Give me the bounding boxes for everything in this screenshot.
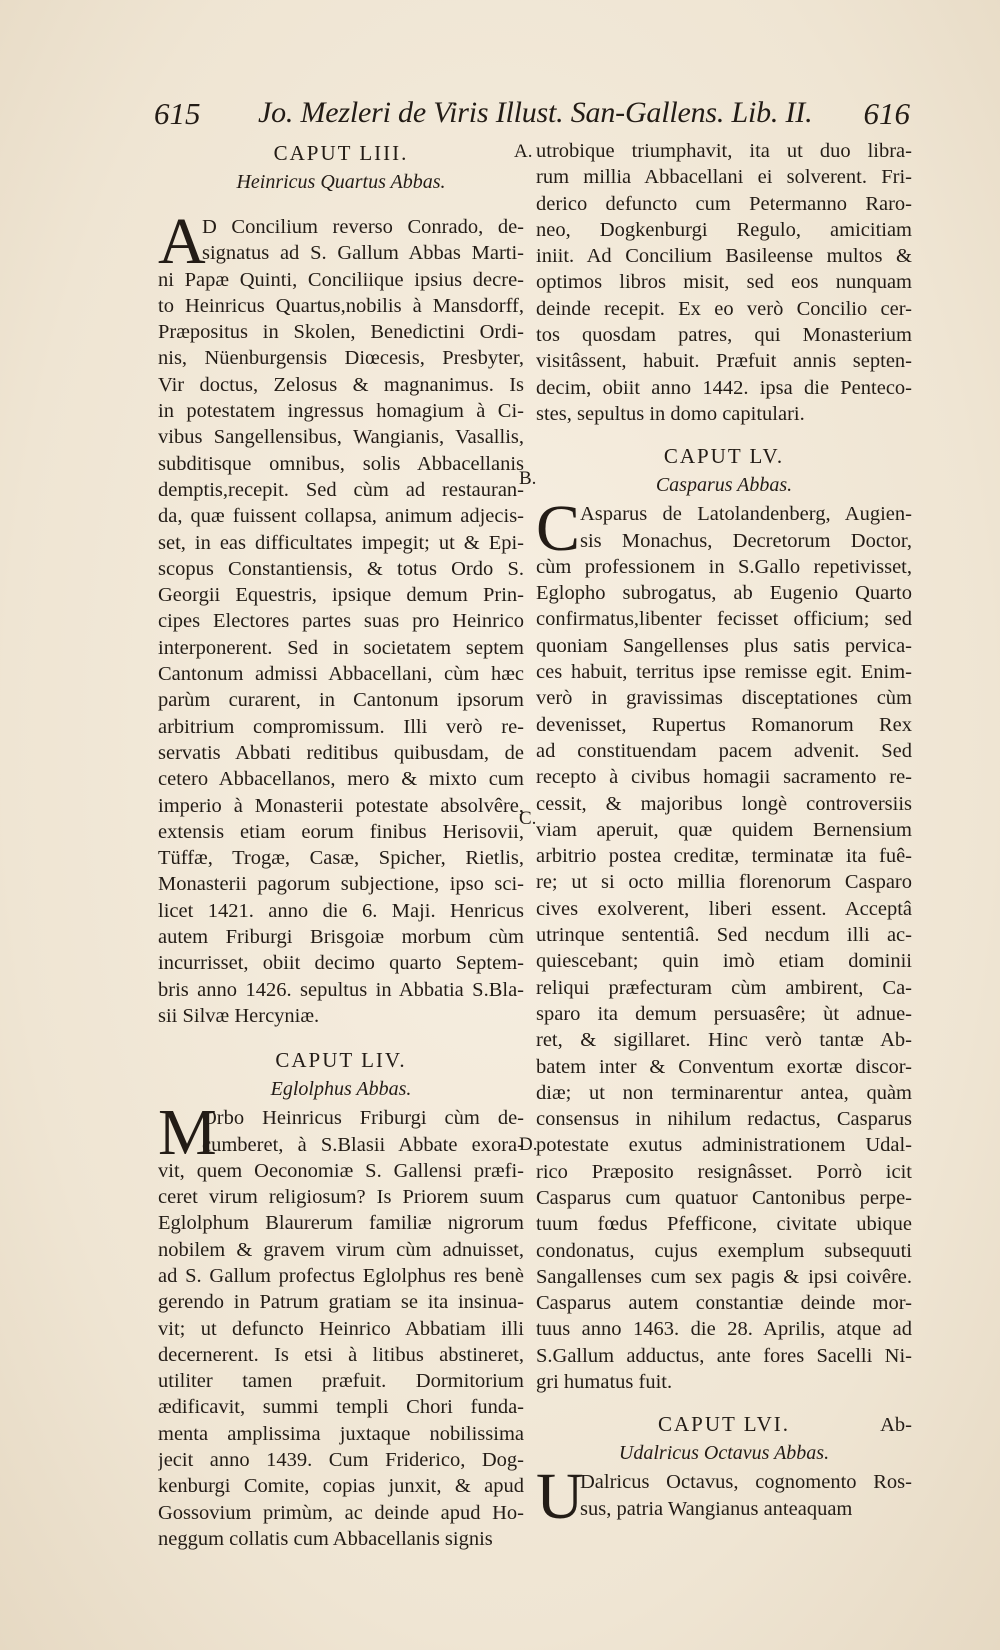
text-line: nobilem & gravem virum cùm adnuisset, [158,1238,524,1261]
text-line: tuus anno 1463. die 28. Aprilis, atque ad [536,1318,912,1341]
text-line: servatis Abbati reditibus quibusdam, de [158,741,524,764]
text-line: interponerent. Sed in societatem septem [158,636,524,659]
text-line: vibus Sangellensibus, Wangianis, Vasallis, [158,426,524,449]
text-line: ceret virum religiosum? Is Priorem suum [158,1186,524,1209]
text-line: demptis,recepit. Sed cùm ad restauran- [158,478,524,501]
text-line: condonatus, cujus exemplum subsequuti [536,1239,912,1262]
text-line: rico Præposito resignâsset. Porrò icit [536,1160,912,1183]
text-line: Tüffæ, Trogæ, Casæ, Spicher, Rietlis, [158,847,524,870]
text-line: visitâssent, habuit. Præfuit annis septen- [536,350,912,373]
text-line: arbitrium compromissum. Illi verò re- [158,715,524,738]
text-line: Casparus autem constantiæ deinde mor- [536,1292,912,1315]
chapter-54-body [158,1096,524,1552]
text-line: ædificavit, summi templi Chori funda- [158,1396,524,1419]
text-line: viam aperuit, quæ quidem Bernensium [536,818,912,841]
text-line: extensis etiam eorum finibus Herisovii, [158,820,524,843]
text-line: arbitrio postea creditæ, terminatæ ita fuê- [536,845,912,868]
chapter-56-body [536,1460,912,1534]
text-line: quoniam Sangellenses plus satis pervica- [536,634,912,657]
text-line: cùm professionem in S.Gallo repetivisset, [536,555,912,578]
text-line: subditisque omnibus, solis Abbacellanis [158,452,524,475]
right-column [536,138,912,1534]
text-line: Eglolphum Blaurerum familiæ nigrorum [158,1212,524,1235]
text-line: parùm curarent, in Cantonum ipsorum [158,689,524,712]
text-line: vit, quem Oeconomiæ S. Gallensi præfi- [158,1159,524,1182]
text-line: sus, patria Wangianus anteaquam [580,1497,853,1520]
chapter-53-title: CAPUT LIII. [273,141,409,165]
text-line: Orbo Heinricus Friburgi cùm de- [202,1107,524,1130]
text-line: in potestatem ingressus homagium à Ci- [158,400,524,423]
text-line: Eglopho subrogatus, ab Eugenio Quarto [536,582,912,605]
text-line: Casparus cum quatuor Cantonibus perpe- [536,1186,912,1209]
text-line: incurrisset, obiit decimo quarto Septem- [158,952,524,975]
text-line: optimos libros misit, sed eos nunquam [536,271,912,294]
text-line: Asparus de Latolandenberg, Augien- [580,503,912,526]
text-line: reliqui præfecturam cùm ambirent, Ca- [536,976,912,999]
text-line: to Heinricus Quartus,nobilis à Mansdorff, [158,294,524,317]
text-line: quiescebant; quin imò etiam dominii [536,950,912,973]
text-line: ad S. Gallum profectus Eglolphus res benè [158,1264,524,1287]
margin-letter-d: D. [519,1134,538,1155]
running-header [150,96,910,140]
text-line: S.Gallum adductus, ante fores Sacelli Ni- [536,1344,912,1367]
page-number-right: 616 [863,96,910,131]
text-line: devenisset, Rupertus Romanorum Rex [536,713,912,736]
page-number-left: 615 [154,96,201,131]
text-line: vit; ut defuncto Heinrico Abbatiam illi [158,1317,524,1340]
chapter-53-subtitle: Heinricus Quartus Abbas. [236,171,446,193]
text-line: tos quosdam patres, qui Monasterium [536,324,912,347]
text-line: ad constituendam pacem advenit. Sed [536,739,912,762]
text-line: ces habuit, territus ipse remisse egit. Enim- [536,661,912,684]
text-line: rum millia Abbacellani ei solverent. Fri- [536,166,912,189]
chapter-53-body [158,205,524,1029]
text-line: cetero Abbacellanos, mero & mixto cum [158,768,524,791]
text-line: decim, obiit anno 1442. ipsa die Penteco- [536,376,912,399]
chapter-54-title: CAPUT LIV. [275,1048,407,1073]
drop-cap-initial: M [158,1096,217,1170]
text-line: utrobique triumphavit, ita ut duo libra- [536,140,912,162]
text-line: diæ; ut non terminarentur antea, quàm [536,1081,912,1104]
text-line: tuum fœdus Pfefficone, civitate ubique [536,1213,912,1236]
text-line: bris anno 1426. sepultus in Abbatia S.Bla- [158,978,524,1001]
text-line: derico defuncto cum Petermanno Raro- [536,192,912,215]
text-line: decernerent. Is etsi à litibus abstineret, [158,1343,524,1366]
text-line: cessit, & majoribus longè controversiis [536,792,912,815]
drop-cap-initial: A [158,205,206,278]
text-line: jecit anno 1439. Cum Friderico, Dog- [158,1449,524,1472]
catchword: Ab- [880,1414,912,1436]
chapter-56-title: CAPUT LVI. [657,1412,791,1437]
text-line: gerendo in Patrum gratiam se ita insinua- [158,1291,524,1314]
text-line: signatus ad S. Gallum Abbas Marti- [202,242,524,265]
chapter-53-continuation [536,138,912,427]
text-line: ret, & sigillaret. Hinc verò tantæ Ab- [536,1029,912,1052]
text-line: cumberet, à S.Blasii Abbate exora- [202,1133,524,1156]
chapter-54-subtitle: Eglolphus Abbas. [270,1078,412,1101]
text-line: iniit. Ad Concilium Basileense multos & [536,245,912,268]
text-line: autem Friburgi Brisgoiæ morbum cùm [158,926,524,949]
text-line: cipes Electores partes suas pro Heinrico [158,610,524,633]
chapter-55-title: CAPUT LV. [663,444,785,469]
text-line: sii Silvæ Hercyniæ. [158,1004,320,1027]
text-line: menta amplissima juxtaque nobilissima [158,1422,524,1445]
text-line: scopus Constantiensis, & totus Ordo S. [158,557,524,580]
text-line: kenburgi Comite, copias junxit, & apud [158,1475,524,1498]
text-line: Monasterii pagorum subjectione, ipso sci- [158,873,524,896]
text-line: recepto à civibus homagii sacramento re- [536,766,912,789]
chapter-56-subtitle: Udalricus Octavus Abbas. [618,1442,830,1465]
text-line: Vir doctus, Zelosus & magnanimus. Is [158,373,524,396]
margin-letter-a: A. [514,141,533,162]
text-line: Dalricus Octavus, cognomento Ros- [580,1471,912,1494]
text-line: sparo ita demum persuasêre; ùt adnue- [536,1002,912,1025]
chapter-55-body [536,492,912,1395]
text-line: verò in gravissimas disceptationes cùm [536,687,912,710]
text-line: Gossovium primùm, ac deinde apud Ho- [158,1501,524,1524]
margin-letter-c: C. [519,808,537,829]
text-line: gri humatus fuit. [536,1371,673,1394]
text-line: re; ut si octo millia florenorum Casparo [536,871,912,894]
text-line: confirmatus,libenter fecisset officium; sed [536,608,912,631]
text-line: Georgii Equestris, ipsique demum Prin- [158,584,524,607]
running-title: Jo. Mezleri de Viris Illust. San-Gallens. Lib. II. [258,96,813,129]
text-line: Præpositus in Skolen, Benedictini Ordi- [158,321,524,344]
text-line: potestate exutus administrationem Udal- [536,1134,912,1157]
text-line: neo, Dogkenburgi Regulo, amicitiam [536,218,912,241]
text-line: deinde recepit. Ex eo verò Concilio cer- [536,297,912,320]
text-line: neggum collatis cum Abbacellanis signis [158,1527,493,1550]
text-line: Cantonum admissi Abbacellani, cùm hæc [158,663,524,686]
left-column [158,138,524,1552]
text-line: cives exolverent, liberi essent. Acceptâ [536,897,912,920]
text-line: utrinque sententiâ. Sed necdum illi ac- [536,924,912,947]
text-line: ni Papæ Quinti, Conciliique ipsius decre- [158,268,524,291]
text-line: batem inter & Conventum exortæ discor- [536,1055,912,1078]
text-line: imperio à Monasterii potestate absolvêre, [158,794,524,817]
text-line: licet 1421. anno die 6. Maji. Henricus [158,899,524,922]
text-line: consensus in nihilum redactus, Casparus [536,1108,912,1131]
text-line: da, quæ fuissent collapsa, animum adjecis- [158,505,524,528]
text-line: Sangallenses cum sex pagis & ipsi coivêre. [536,1265,912,1288]
text-line: set, in eas difficultates impegit; ut & Epi- [158,531,524,554]
text-line: sis Monachus, Decretorum Doctor, [580,529,912,552]
drop-cap-initial: C [536,492,581,566]
text-line: nis, Nüenburgensis Diœcesis, Presbyter, [158,347,524,370]
text-line: stes, sepultus in domo capitulari. [536,402,805,425]
margin-letter-b: B. [519,468,537,489]
drop-cap-initial: U [536,1460,584,1534]
text-line: utiliter tamen præfuit. Dormitorium [158,1370,524,1393]
chapter-55-subtitle: Casparus Abbas. [655,474,793,497]
text-line: D Concilium reverso Conrado, de- [202,216,524,238]
